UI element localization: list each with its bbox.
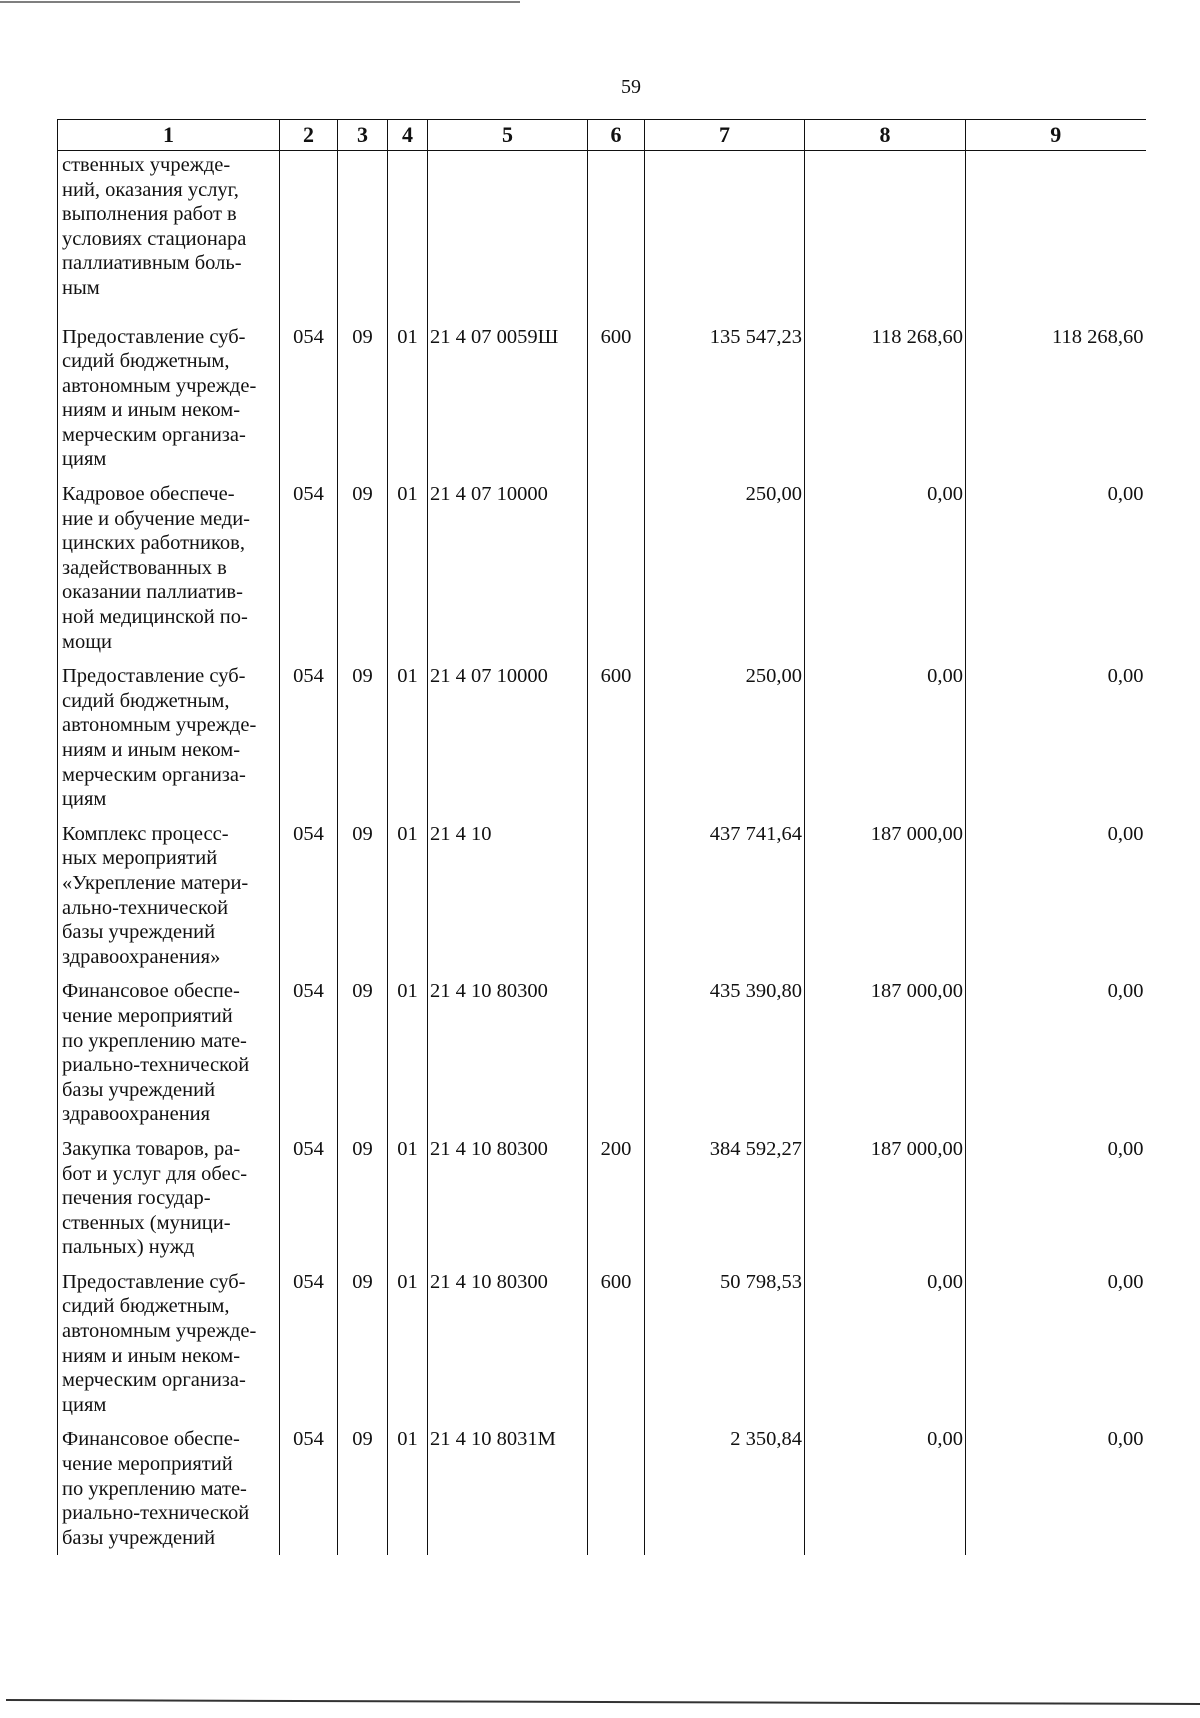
table-row — [58, 654, 1146, 812]
description-line: базы учреждений — [62, 921, 216, 944]
cell-col-6 — [588, 472, 645, 654]
cell-col-3: 09 — [338, 969, 388, 1127]
cell-col-4: 01 — [388, 472, 428, 654]
table-row — [58, 812, 1146, 970]
page-number: 59 — [621, 76, 641, 98]
cell-description — [58, 472, 280, 654]
description-line: базы учреждений — [62, 1078, 216, 1101]
description-line: бот и услуг для обес- — [62, 1162, 248, 1185]
cell-col-3: 09 — [338, 472, 388, 654]
description-line: мерческим организа- — [62, 423, 246, 446]
description-line: ным — [62, 276, 100, 299]
description-line: Предоставление суб- — [62, 665, 246, 688]
cell-col-9: 0,00 — [966, 654, 1146, 812]
cell-col-7: 135 547,23 — [645, 315, 805, 473]
cell-col-8: 0,00 — [805, 472, 966, 654]
table-row — [58, 315, 1146, 473]
description-line: мерческим организа- — [62, 1369, 246, 1392]
description-line: по укреплению мате- — [62, 1477, 247, 1500]
description-line: задействованных в — [62, 556, 227, 579]
cell-col-8: 187 000,00 — [805, 969, 966, 1127]
cell-col-6 — [588, 151, 645, 315]
col-header-9: 9 — [966, 120, 1146, 151]
description-line: сидий бюджетным, — [62, 1295, 230, 1318]
table-row — [58, 151, 1146, 315]
col-header-3: 3 — [338, 120, 388, 151]
cell-col-9 — [966, 151, 1146, 315]
cell-col-3: 09 — [338, 654, 388, 812]
description-line: Предоставление суб- — [62, 1270, 246, 1293]
cell-col-4: 01 — [388, 812, 428, 970]
cell-col-8: 0,00 — [805, 1417, 966, 1555]
description-line: автономным учрежде- — [62, 374, 257, 397]
cell-col-2 — [280, 151, 338, 315]
cell-col-8: 187 000,00 — [805, 1127, 966, 1260]
description-line: пальных) нужд — [62, 1236, 195, 1259]
cell-col-9: 0,00 — [966, 1127, 1146, 1260]
description-line: ний, оказания услуг, — [62, 178, 239, 201]
cell-col-5: 21 4 10 8031М — [428, 1417, 588, 1555]
cell-col-8: 0,00 — [805, 654, 966, 812]
cell-col-7: 250,00 — [645, 654, 805, 812]
description-line: здравоохранения» — [62, 945, 221, 968]
cell-col-3: 09 — [338, 1127, 388, 1260]
table-body — [58, 151, 1146, 1556]
cell-col-8: 0,00 — [805, 1260, 966, 1418]
description-line: Кадровое обеспече- — [62, 483, 235, 506]
cell-col-4 — [388, 151, 428, 315]
cell-col-6: 600 — [588, 654, 645, 812]
cell-col-2: 054 — [280, 1417, 338, 1555]
cell-description — [58, 654, 280, 812]
description-line: ственных учрежде- — [62, 154, 231, 176]
cell-col-7: 435 390,80 — [645, 969, 805, 1127]
description-line: Предоставление суб- — [62, 325, 246, 348]
cell-col-5: 21 4 07 10000 — [428, 472, 588, 654]
cell-col-5: 21 4 10 — [428, 812, 588, 970]
description-line: условиях стационара — [62, 227, 247, 250]
description-line: мощи — [62, 630, 112, 653]
cell-col-4: 01 — [388, 1260, 428, 1418]
cell-col-9: 0,00 — [966, 1417, 1146, 1555]
col-header-7: 7 — [645, 120, 805, 151]
cell-description — [58, 1417, 280, 1555]
cell-col-8: 187 000,00 — [805, 812, 966, 970]
col-header-5: 5 — [428, 120, 588, 151]
cell-description — [58, 151, 280, 315]
cell-col-2: 054 — [280, 654, 338, 812]
description-line: сидий бюджетным, — [62, 689, 230, 712]
cell-col-9: 118 268,60 — [966, 315, 1146, 473]
cell-col-2: 054 — [280, 969, 338, 1127]
description-line: ниям и иным неком- — [62, 739, 241, 761]
cell-col-7 — [645, 151, 805, 315]
cell-col-6 — [588, 1417, 645, 1555]
description-line: выполнения работ в — [62, 203, 237, 226]
cell-col-6: 600 — [588, 1260, 645, 1418]
description-line: автономным учрежде- — [62, 714, 257, 737]
col-header-6: 6 — [588, 120, 645, 151]
cell-col-5: 21 4 10 80300 — [428, 1127, 588, 1260]
description-line: Комплекс процесс- — [62, 822, 229, 845]
cell-col-5: 21 4 07 10000 — [428, 654, 588, 812]
cell-col-3 — [338, 151, 388, 315]
cell-col-2: 054 — [280, 1260, 338, 1418]
cell-col-8: 118 268,60 — [805, 315, 966, 473]
cell-col-2: 054 — [280, 472, 338, 654]
cell-col-6 — [588, 812, 645, 970]
description-line: риально-технической — [62, 1502, 250, 1525]
cell-col-6 — [588, 969, 645, 1127]
cell-col-3: 09 — [338, 1417, 388, 1555]
table-row — [58, 1127, 1146, 1260]
col-header-4: 4 — [388, 120, 428, 151]
cell-col-7: 250,00 — [645, 472, 805, 654]
description-line: ной медицинской по- — [62, 606, 248, 629]
cell-col-5: 21 4 07 0059Ш — [428, 315, 588, 473]
cell-col-5: 21 4 10 80300 — [428, 969, 588, 1127]
cell-col-4: 01 — [388, 1417, 428, 1555]
table-row — [58, 1417, 1146, 1555]
table-row — [58, 969, 1146, 1127]
cell-description — [58, 315, 280, 473]
cell-col-7: 50 798,53 — [645, 1260, 805, 1418]
cell-col-5: 21 4 10 80300 — [428, 1260, 588, 1418]
cell-description — [58, 1127, 280, 1260]
cell-col-4: 01 — [388, 969, 428, 1127]
cell-col-9: 0,00 — [966, 969, 1146, 1127]
description-line: ственных (муници- — [62, 1211, 231, 1234]
description-line: ние и обучение меди- — [62, 507, 251, 530]
cell-col-7: 437 741,64 — [645, 812, 805, 970]
description-line: базы учреждений — [62, 1526, 216, 1549]
cell-description — [58, 1260, 280, 1418]
cell-col-2: 054 — [280, 1127, 338, 1260]
cell-col-7: 2 350,84 — [645, 1417, 805, 1555]
description-line: паллиативным боль- — [62, 252, 242, 275]
description-line: цинских работников, — [62, 532, 245, 555]
cell-col-3: 09 — [338, 812, 388, 970]
description-line: автономным учрежде- — [62, 1320, 257, 1343]
cell-col-6: 200 — [588, 1127, 645, 1260]
col-header-1: 1 — [58, 120, 280, 151]
cell-col-7: 384 592,27 — [645, 1127, 805, 1260]
description-line: циям — [62, 1393, 107, 1416]
description-line: ниям и иным неком- — [62, 1344, 241, 1367]
cell-description — [58, 812, 280, 970]
description-line: ально-технической — [62, 896, 229, 919]
description-line: чение мероприятий — [62, 1453, 233, 1476]
cell-col-9: 0,00 — [966, 1260, 1146, 1418]
description-line: циям — [62, 788, 107, 811]
cell-col-5 — [428, 151, 588, 315]
description-line: чение мероприятий — [62, 1004, 233, 1027]
cell-col-4: 01 — [388, 1127, 428, 1260]
cell-col-4: 01 — [388, 654, 428, 812]
description-line: ниям и иным неком- — [62, 399, 241, 422]
cell-col-3: 09 — [338, 1260, 388, 1418]
description-line: риально-технической — [62, 1054, 250, 1077]
description-line: ных мероприятий — [62, 847, 218, 870]
description-line: печения государ- — [62, 1187, 211, 1210]
cell-col-2: 054 — [280, 812, 338, 970]
table-row — [58, 1260, 1146, 1418]
budget-table — [57, 119, 1146, 1555]
cell-col-4: 01 — [388, 315, 428, 473]
cell-col-9: 0,00 — [966, 812, 1146, 970]
description-line: оказании паллиатив- — [62, 581, 243, 604]
description-line: «Укрепление матери- — [62, 871, 249, 894]
cell-description — [58, 969, 280, 1127]
cell-col-3: 09 — [338, 315, 388, 473]
cell-col-6: 600 — [588, 315, 645, 473]
description-line: Финансовое обеспе- — [62, 1428, 240, 1451]
description-line: по укреплению мате- — [62, 1029, 247, 1052]
header-row — [58, 120, 1146, 151]
table-row — [58, 472, 1146, 654]
description-line: Закупка товаров, ра- — [62, 1137, 241, 1160]
description-line: циям — [62, 448, 107, 471]
col-header-2: 2 — [280, 120, 338, 151]
cell-col-9: 0,00 — [966, 472, 1146, 654]
description-line: Финансовое обеспе- — [62, 980, 240, 1003]
cell-col-8 — [805, 151, 966, 315]
description-line: здравоохранения — [62, 1103, 211, 1126]
cell-col-2: 054 — [280, 315, 338, 473]
col-header-8: 8 — [805, 120, 966, 151]
description-line: мерческим организа- — [62, 763, 246, 786]
description-line: сидий бюджетным, — [62, 350, 230, 373]
